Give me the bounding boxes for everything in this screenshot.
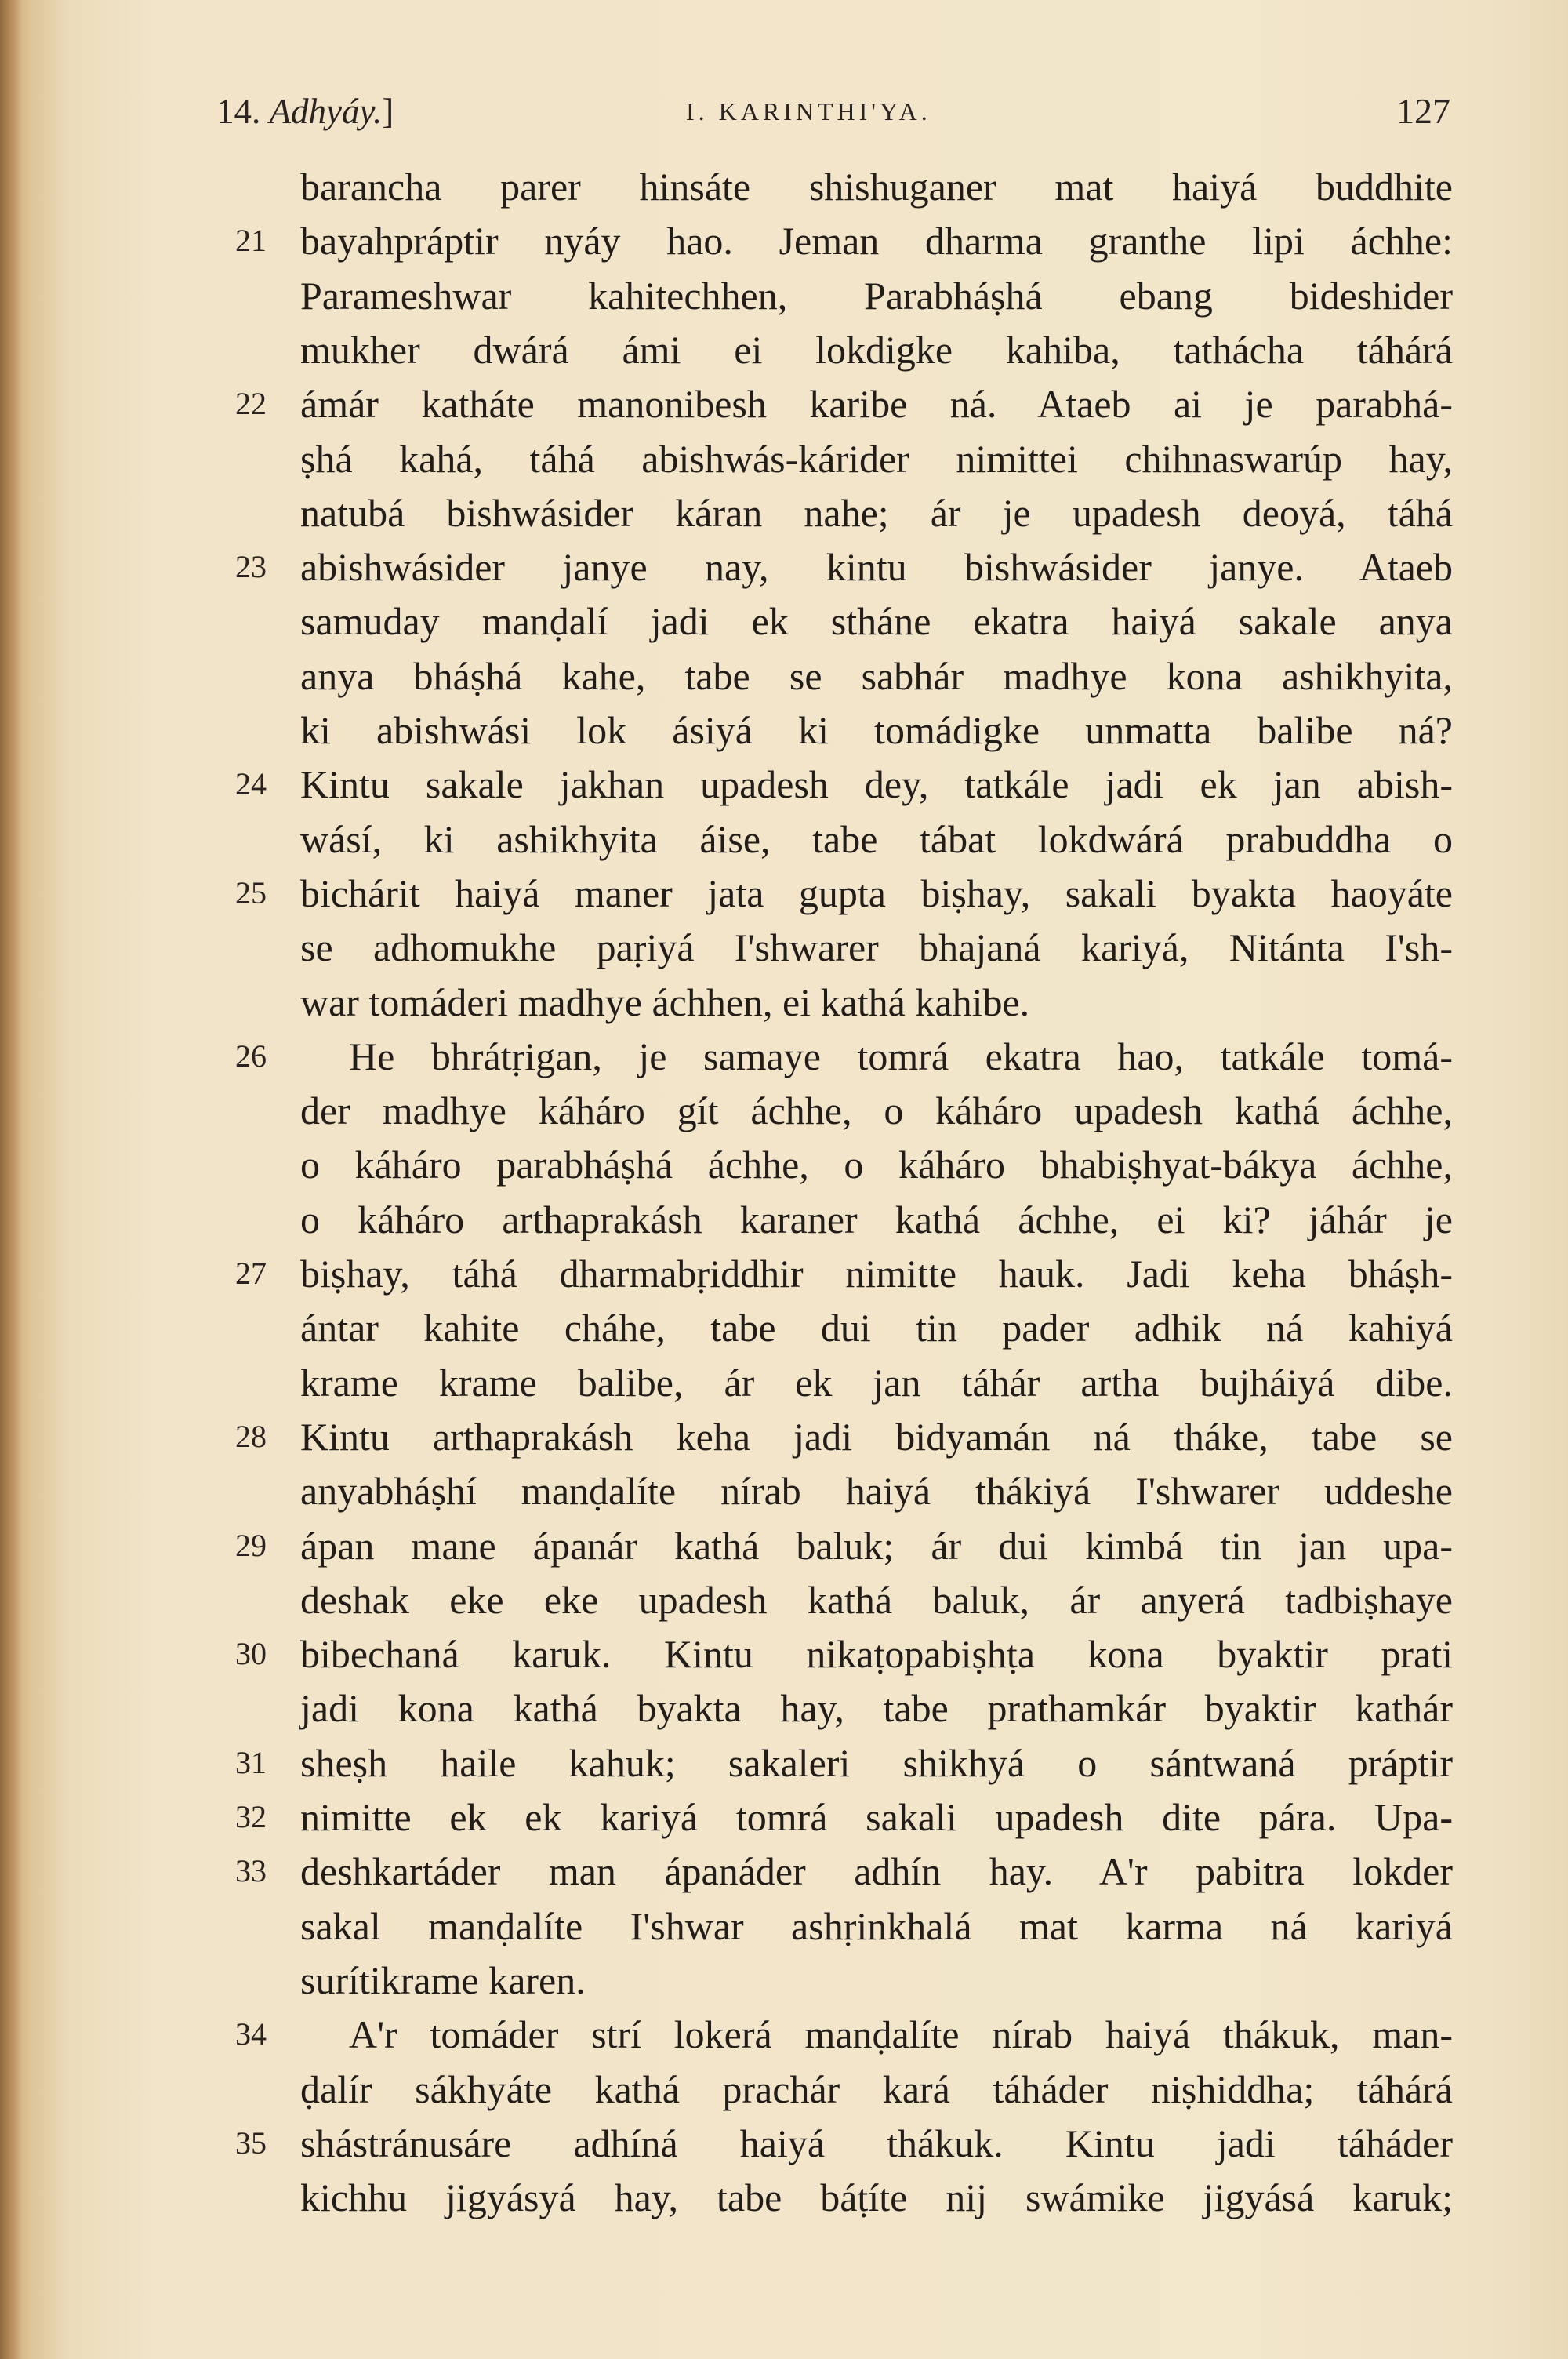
line-text: Kintu sakale jakhan upadesh dey, tatkále jadi ek jan abish- xyxy=(300,762,1453,807)
chapter-word: Adhyáy. xyxy=(269,92,383,131)
verse-number: 24 xyxy=(235,766,267,802)
page-number: 127 xyxy=(1396,91,1450,131)
verse-number: 31 xyxy=(235,1744,267,1780)
verse-number: 23 xyxy=(235,549,267,585)
text-line xyxy=(0,433,1568,485)
verse-number: 34 xyxy=(235,2016,267,2052)
line-text: ámár katháte manonibesh karibe ná. Ataeb ai je parabhá- xyxy=(300,382,1453,427)
text-line xyxy=(0,2063,1568,2115)
line-text: shástránusáre adhíná haiyá thákuk. Kintu jadi táháder xyxy=(300,2121,1453,2165)
text-line xyxy=(0,1737,1568,1789)
line-text: Kintu arthaprakásh keha jadi bidyamán ná tháke, tabe se xyxy=(300,1414,1453,1459)
text-line xyxy=(0,595,1568,647)
line-text: A'r tomáder strí lokerá manḍalíte nírab haiyá thákuk, man- xyxy=(349,2012,1453,2057)
verse-number: 33 xyxy=(235,1853,267,1889)
running-title: I. KARINTHI'YA. xyxy=(686,97,931,125)
line-text: jadi kona kathá byakta hay, tabe prathamkár byaktir kathár xyxy=(300,1686,1453,1731)
chapter-heading xyxy=(216,88,394,135)
line-text: ṣhá kahá, táhá abishwás-kárider nimittei chihnaswarúp hay, xyxy=(300,436,1453,481)
text-line xyxy=(0,813,1568,865)
line-text: anyabháṣhí manḍalíte nírab haiyá thákiyá I'shwarer uddeshe xyxy=(300,1469,1453,1514)
verse-number: 25 xyxy=(235,874,267,911)
text-line xyxy=(0,1465,1568,1517)
text-line xyxy=(0,704,1568,756)
line-text: der madhye káháro gít áchhe, o káháro upadesh kathá áchhe, xyxy=(300,1089,1453,1133)
text-line xyxy=(0,1954,1568,2006)
text-line xyxy=(0,1411,1568,1463)
line-text: krame krame balibe, ár ek jan táhár artha bujháiyá dibe. xyxy=(300,1360,1453,1405)
text-line xyxy=(0,378,1568,430)
text-line xyxy=(0,2172,1568,2223)
text-line xyxy=(0,1574,1568,1626)
line-text: surítikrame karen. xyxy=(300,1957,586,2002)
text-line xyxy=(0,487,1568,539)
text-line xyxy=(0,1139,1568,1190)
line-text: bibechaná karuk. Kintu nikaṭopabiṣhṭa kona byaktir prati xyxy=(300,1632,1453,1677)
line-text: nimitte ek ek kariyá tomrá sakali upadesh dite pára. Upa- xyxy=(300,1795,1453,1839)
heading-bracket: ] xyxy=(382,92,394,131)
text-line xyxy=(0,921,1568,973)
text-line xyxy=(0,1520,1568,1572)
text-line xyxy=(0,650,1568,702)
verse-number: 26 xyxy=(235,1038,267,1074)
line-text: war tomáderi madhye áchhen, ei kathá kahibe. xyxy=(300,980,1030,1024)
verse-number: 21 xyxy=(235,223,267,259)
line-text: deshak eke eke upadesh kathá baluk, ár anyerá tadbiṣhaye xyxy=(300,1577,1453,1622)
line-text: mukher dwárá ámi ei lokdigke kahiba, tathácha táhárá xyxy=(300,327,1453,372)
verse-number: 30 xyxy=(235,1636,267,1672)
text-line xyxy=(0,541,1568,593)
text-line xyxy=(0,2117,1568,2169)
text-line xyxy=(0,1248,1568,1299)
line-text: abishwásider janye nay, kintu bishwásider janye. Ataeb xyxy=(300,545,1453,590)
verse-number: 27 xyxy=(235,1256,267,1291)
text-line xyxy=(0,867,1568,919)
line-text: anya bháṣhá kahe, tabe se sabhár madhye kona ashikhyita, xyxy=(300,653,1453,698)
line-text: bichárit haiyá maner jata gupta biṣhay, sakali byakta haoyáte xyxy=(300,871,1453,915)
line-text: ápan mane ápanár kathá baluk; ár dui kimbá tin jan upa- xyxy=(300,1523,1453,1568)
line-text: ḍalír sákhyáte kathá prachár kará táháder niṣhiddha; táhárá xyxy=(300,2066,1453,2111)
text-line xyxy=(0,1845,1568,1897)
line-text: sheṣh haile kahuk; sakaleri shikhyá o sántwaná práptir xyxy=(300,1740,1453,1785)
text-line xyxy=(0,1791,1568,1843)
text-line xyxy=(0,1302,1568,1354)
line-text: Parameshwar kahitechhen, Parabháṣhá ebang bideshider xyxy=(300,273,1453,318)
text-line xyxy=(0,758,1568,810)
text-line xyxy=(0,1194,1568,1245)
verse-number: 35 xyxy=(235,2125,267,2161)
line-text: biṣhay, táhá dharmabṛiddhir nimitte hauk. Jadi keha bháṣh- xyxy=(300,1252,1453,1296)
verse-number: 28 xyxy=(235,1418,267,1454)
text-line xyxy=(0,1030,1568,1082)
line-text: samuday manḍalí jadi ek stháne ekatra haiyá sakale anya xyxy=(300,599,1453,644)
line-text: se adhomukhe paṛiyá I'shwarer bhajaná kariyá, Nitánta I'sh- xyxy=(300,925,1453,970)
text-line xyxy=(0,1682,1568,1734)
line-text: kichhu jigyásyá hay, tabe báṭíte nij swámike jigyásá karuk; xyxy=(300,2175,1453,2220)
line-text: sakal manḍalíte I'shwar ashṛinkhalá mat karma ná kariyá xyxy=(300,1903,1453,1948)
text-line xyxy=(0,215,1568,267)
text-line xyxy=(0,270,1568,322)
line-text: wásí, ki ashikhyita áise, tabe tábat lokdwárá prabuddha o xyxy=(300,816,1453,861)
text-line xyxy=(0,2008,1568,2060)
text-line xyxy=(0,1085,1568,1136)
line-text: o káháro parabháṣhá áchhe, o káháro bhabiṣhyat-bákya áchhe, xyxy=(300,1143,1453,1187)
line-text: barancha parer hinsáte shishuganer mat haiyá buddhite xyxy=(300,165,1453,209)
line-text: ántar kahite cháhe, tabe dui tin pader adhik ná kahiyá xyxy=(300,1306,1453,1350)
line-text: o káháro arthaprakásh karaner kathá áchhe, ei ki? jáhár je xyxy=(300,1197,1453,1241)
verse-number: 22 xyxy=(235,386,267,422)
line-text: natubá bishwásider káran nahe; ár je upadesh deoyá, táhá xyxy=(300,490,1453,535)
text-line xyxy=(0,1357,1568,1408)
line-text: deshkartáder man ápanáder adhín hay. A'r pabitra lokder xyxy=(300,1849,1453,1894)
text-line xyxy=(0,324,1568,376)
line-text: bayahpráptir nyáy hao. Jeman dharma granthe lipi áchhe: xyxy=(300,219,1453,264)
text-line xyxy=(0,976,1568,1028)
text-line xyxy=(0,161,1568,213)
text-line xyxy=(0,1628,1568,1680)
chapter-number: 14. xyxy=(216,92,261,131)
text-line xyxy=(0,1900,1568,1952)
line-text: He bhrátṛigan, je samaye tomrá ekatra hao, tatkále tomá- xyxy=(349,1034,1453,1078)
verse-number: 29 xyxy=(235,1527,267,1563)
line-text: ki abishwási lok ásiyá ki tomádigke unmatta balibe ná? xyxy=(300,708,1453,752)
verse-number: 32 xyxy=(235,1799,267,1834)
